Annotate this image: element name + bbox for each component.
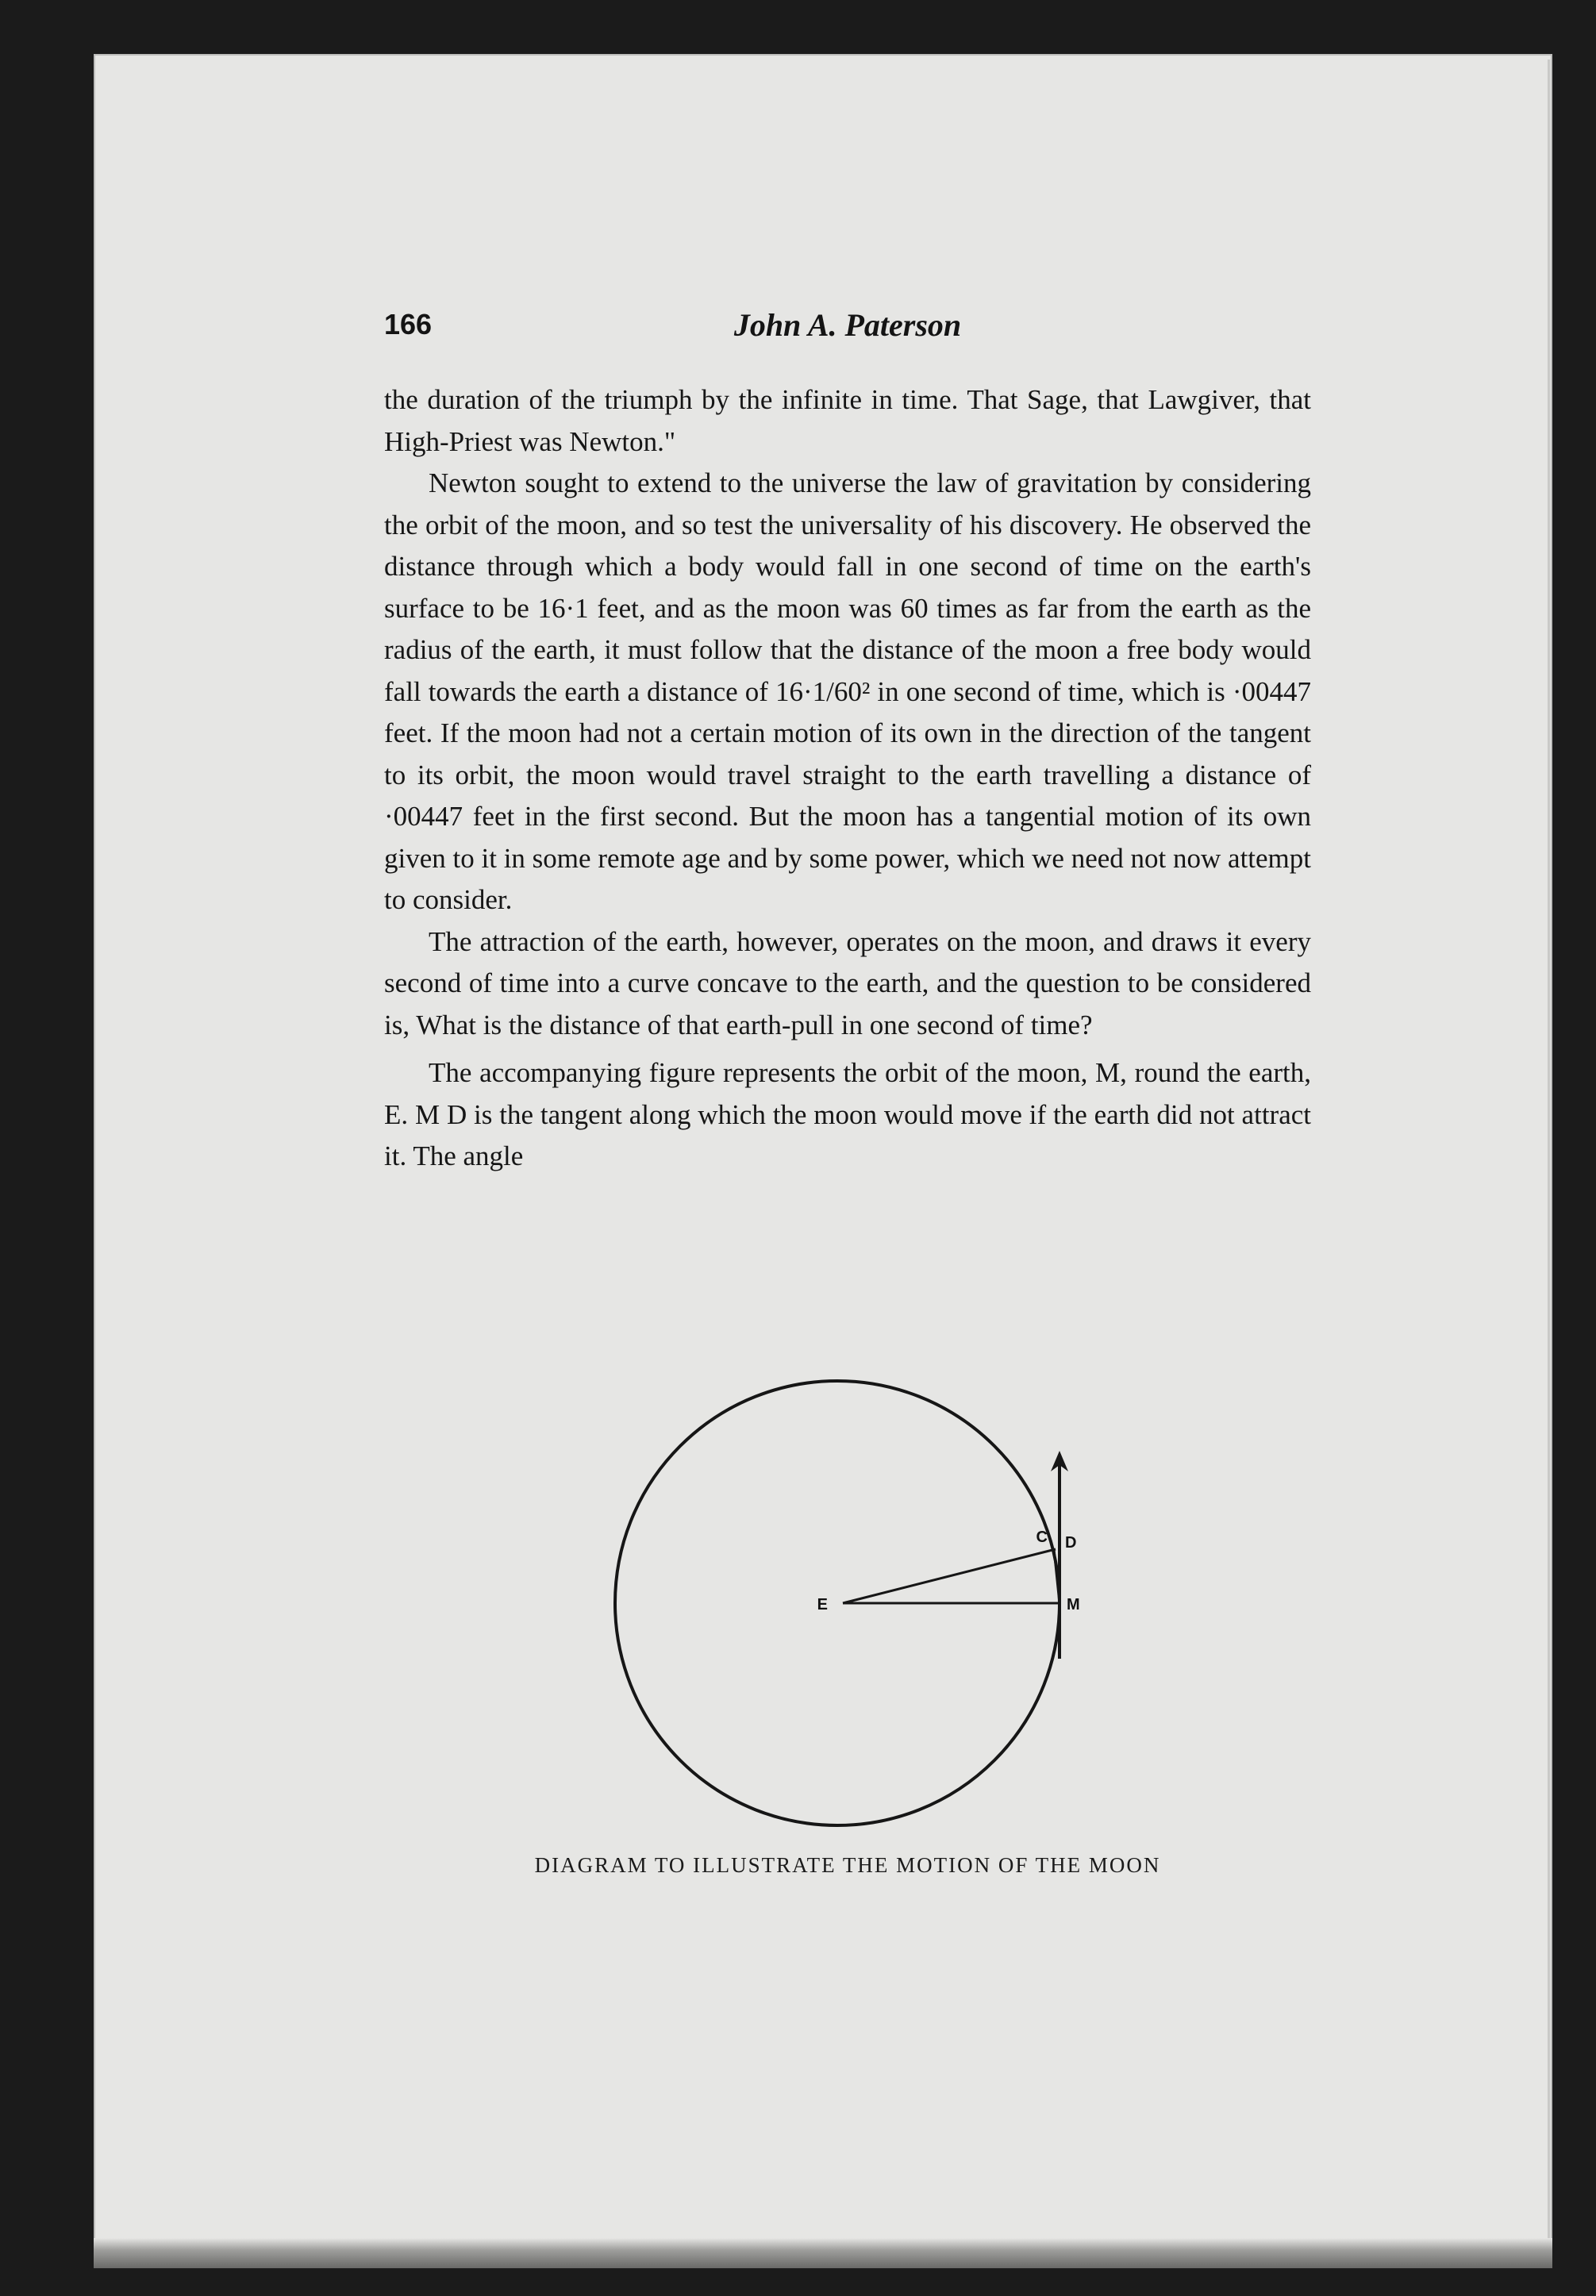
paragraph: The attraction of the earth, however, operates on the moon, and draws it every second of time into a curve concave to the earth, and the question to be considered is, What is the distance of that earth-pull in one second of time?	[384, 925, 1311, 1040]
body-text	[384, 379, 1311, 1178]
running-head: John A. Paterson	[733, 307, 962, 343]
moon-orbit-diagram	[603, 1373, 1127, 1865]
page-header	[384, 302, 1311, 349]
radius-ec	[843, 1549, 1056, 1603]
paragraph: the duration of the triumph by the infinite in time. That Sage, that Lawgiver, that High-Priest was Newton."	[384, 384, 1311, 457]
figure-caption: DIAGRAM TO ILLUSTRATE THE MOTION OF THE MOON	[534, 1853, 1161, 1877]
label-m: M	[1067, 1596, 1080, 1613]
page-bottom-edge	[94, 2238, 1552, 2268]
label-e: E	[817, 1596, 828, 1613]
label-d: D	[1065, 1534, 1077, 1552]
label-c: C	[1036, 1529, 1048, 1546]
page-edge	[1548, 60, 1550, 2266]
paragraph: Newton sought to extend to the universe the law of gravitation by considering the orbit of the moon, and so test the universality of his discovery. He observed the distance through which a body would fall in one second of time on the earth's surface to be 16·1 feet, and as the moon was 60 times as far from the earth as the radius of the earth, it must follow that the distance of the moon a free body would fall towards the earth a distance of 16·1/60² in one second of time, which is ·00447 feet. If the moon had not a certain motion of its own in the direction of the tangent to its orbit, the moon would travel straight to the earth travelling a distance of ·00447 feet in the first second. But the moon has a tangential motion of its own given to it in some remote age and by some power, which we need not now attempt to consider.	[384, 467, 1311, 915]
page-number: 166	[384, 308, 433, 340]
paragraph: The accompanying figure represents the orbit of the moon, M, round the earth, E. M D is the tangent along which the moon would move if the earth did not attract it. The angle	[384, 1057, 1311, 1171]
